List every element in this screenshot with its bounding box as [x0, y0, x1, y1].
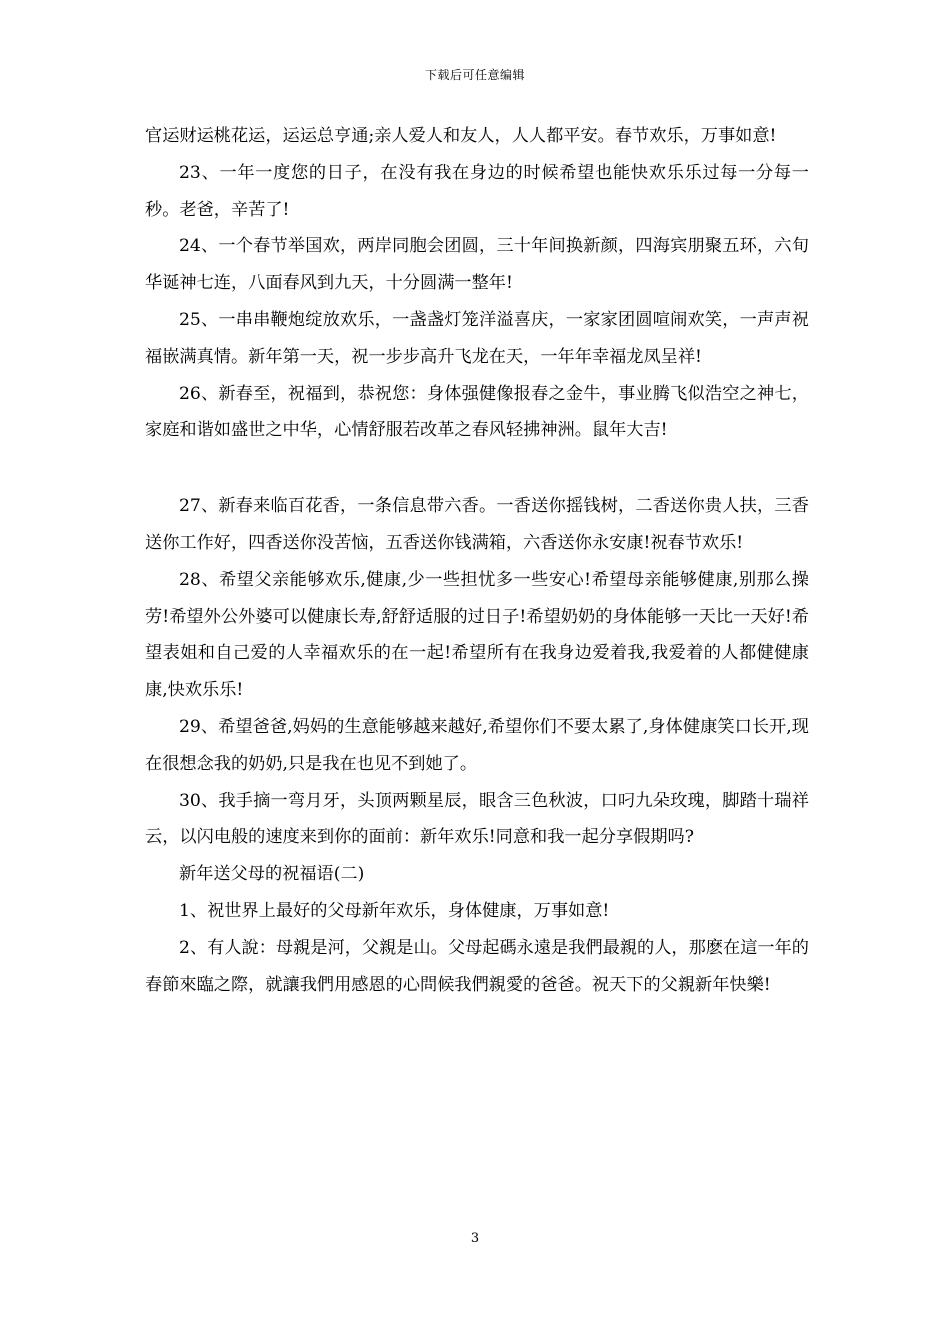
paragraph-item-26: 26、新春至，祝福到，恭祝您：身体强健像报春之金牛，事业腾飞似浩空之神七，家庭和谐如盛世之中华，心情舒服若改革之春风轻拂神洲。鼠年大吉!: [145, 383, 809, 441]
document-body: [145, 118, 809, 1003]
paragraph-item-30: 30、我手摘一弯月牙，头顶两颗星辰，眼含三色秋波，口叼九朵玫瑰，脚踏十瑞祥云，以闪电般的速度来到你的面前：新年欢乐!同意和我一起分享假期吗?: [145, 790, 809, 848]
paragraph-item-29: 29、希望爸爸,妈妈的生意能够越来越好,希望你们不要太累了,身体健康笑口长开,现在很想念我的奶奶,只是我在也见不到她了。: [145, 716, 809, 774]
paragraph-item-25: 25、一串串鞭炮绽放欢乐，一盏盏灯笼洋溢喜庆，一家家团圆喧闹欢笑，一声声祝福嵌满真情。新年第一天，祝一步步高升飞龙在天，一年年幸福龙凤呈祥!: [145, 309, 809, 367]
paragraph-continuation: 官运财运桃花运，运运总亨通;亲人爱人和友人，人人都平安。春节欢乐，万事如意!: [145, 126, 777, 146]
paragraph-item-2: 2、有人說：母親是河，父親是山。父母起碼永遠是我們最親的人，那麽在這一年的春節來臨之際，就讓我們用感恩的心問候我們親愛的爸爸。祝天下的父親新年快樂!: [145, 937, 809, 995]
paragraph-spacer: [145, 449, 809, 488]
page-number: 3: [470, 1231, 480, 1246]
paragraph-item-23: 23、一年一度您的日子，在没有我在身边的时候希望也能快欢乐乐过每一分每一秒。老爸，辛苦了!: [145, 162, 809, 220]
paragraph-item-1: 1、祝世界上最好的父母新年欢乐，身体健康，万事如意!: [179, 900, 610, 921]
section-heading: 新年送父母的祝福语(二): [179, 864, 365, 885]
paragraph-item-28: 28、希望父亲能够欢乐,健康,少一些担忧多一些安心!希望母亲能够健康,别那么操劳!希望外公外婆可以健康长寿,舒舒适服的过日子!希望奶奶的身体能够一天比一天好!希望表姐和自己爱的人幸福欢乐的在一起!希望所有在我身边爱着我,我爱着的人都健健康康,快欢乐乐!: [145, 569, 809, 701]
paragraph-item-24: 24、一个春节举国欢，两岸同胞会团圆，三十年间换新颜，四海宾朋聚五环，六旬华诞神七连，八面春风到九天，十分圆满一整年!: [145, 236, 809, 294]
page-header: 下载后可任意编辑: [424, 68, 525, 82]
paragraph-item-27: 27、新春来临百花香，一条信息带六香。一香送你摇钱树，二香送你贵人扶，三香送你工作好，四香送你没苦恼，五香送你钱满箱，六香送你永安康!祝春节欢乐!: [145, 496, 809, 553]
